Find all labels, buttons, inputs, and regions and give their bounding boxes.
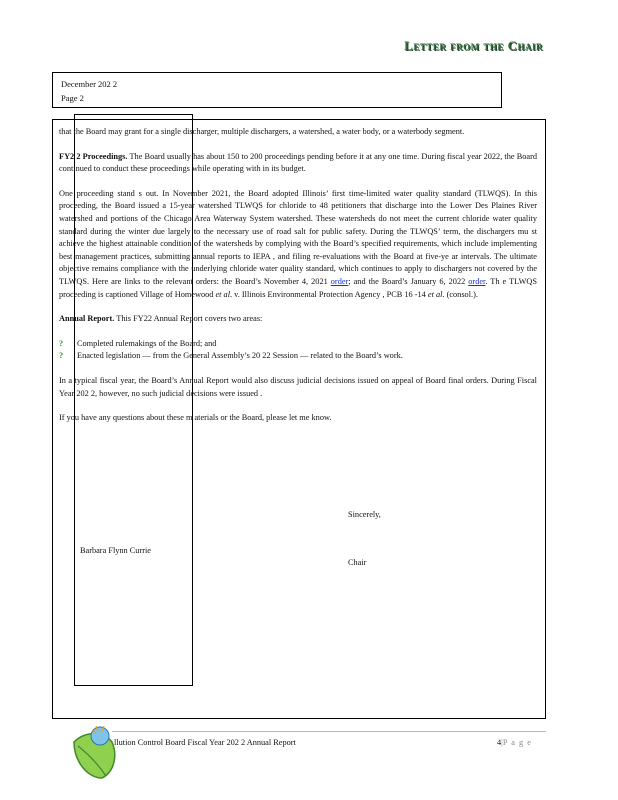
page-label: Page 2	[61, 93, 84, 103]
et-al-1: et al	[215, 289, 231, 299]
page-separator: |	[501, 738, 503, 747]
signer-title: Chair	[348, 558, 367, 567]
bullet-text: Enacted legislation — from the General Assembly’s 20 22 Session — related to the Board’s work.	[77, 351, 403, 361]
page-number: 4	[497, 738, 502, 747]
paragraph-proceedings	[59, 151, 537, 176]
closing-sincerely: Sincerely,	[348, 510, 381, 519]
tlwqs-text-d: . v. Illinois Environmental Protection Agency , PCB 16 -14	[230, 289, 426, 299]
tlwqs-text-e: . (consol.).	[442, 289, 478, 299]
tlwqs-text-a: One proceeding stand s out. In November 2021, the Board adopted Illinois’ first time-limited water quality standard (TLWQS). In this proceeding, the Board issued a 15-year watershed TLWQS for chloride to 48 petitioners that discharge into the Lower Des Plaines River watershed and portions of the Chicago Area Waterway System watershed. These watersheds do not meet the current chloride water quality standard during the winter due largely to the necessary use of road salt for public safety. During the TLWQS’ term, the dischargers mu st achieve the highest attainable condition of the watersheds by complying with the Board’s specified requirements, which include implementing best management practices, submitting annual reports to IEPA , and filing re-evaluations with the Board at five-ye ar intervals. The ultimate objective remains compliance with the underlying chloride water quality standard, which continues to apply to dischargers not covered by the TLWQS. Here are links to the relevant orders: the Board’s November 4, 2021	[59, 188, 537, 286]
paragraph-questions: If you have any questions about these m aterials or the Board, please let me know.	[59, 413, 332, 423]
letter-content	[59, 126, 537, 437]
page-word: P a g e	[502, 738, 532, 747]
letter-date: December 202 2	[61, 79, 118, 89]
date-box	[52, 72, 502, 108]
bullet-list	[59, 338, 537, 363]
paragraph-intro: that the Board may grant for a single discharger, multiple dischargers, a watershed, a water body, or a waterbody segment.	[59, 127, 465, 136]
tlwqs-text-b: ; and the Board’s January 6, 2022	[348, 276, 466, 286]
annual-report-text: This FY22 Annual Report covers two areas:	[116, 314, 263, 324]
footer-page-number	[497, 738, 532, 747]
annual-report-label: Annual Report.	[59, 314, 115, 324]
signer-name: Barbara Flynn Currie	[80, 546, 151, 555]
tlwqs-text-c: . Th e TLWQS proceeding is captioned Village of Homewood	[59, 276, 538, 299]
paragraph-judicial: In a typical fiscal year, the Board’s Annual Report would also discuss judicial decisions issued on appeal of Board final orders. During Fiscal Year 202 2, however, no such judicial decisions were issued .	[59, 375, 537, 398]
order-link-november[interactable]: order	[330, 276, 349, 286]
proceedings-label: FY2 2 Proceedings.	[59, 151, 128, 161]
bullet-mark: ?	[59, 338, 64, 348]
footer-text: llution Control Board Fiscal Year 202 2 Annual Report	[114, 738, 296, 747]
bullet-item	[59, 338, 537, 351]
paragraph-annual-report	[59, 313, 537, 326]
bullet-mark: ?	[59, 351, 64, 361]
bullet-item	[59, 350, 537, 363]
bullet-text: Completed rulemakings of the Board; and	[77, 338, 217, 348]
order-link-january[interactable]: order	[468, 276, 486, 286]
letter-heading: Letter from the Chair	[404, 38, 543, 53]
footer-rule	[112, 731, 546, 732]
paragraph-tlwqs	[59, 188, 537, 301]
et-al-2: et al	[427, 289, 443, 299]
proceedings-text: The Board usually has about 150 to 200 proceedings pending before it at any one time. During fiscal year 2022, the Board continued to conduct these proceedings while operating with in its budget.	[59, 151, 537, 174]
